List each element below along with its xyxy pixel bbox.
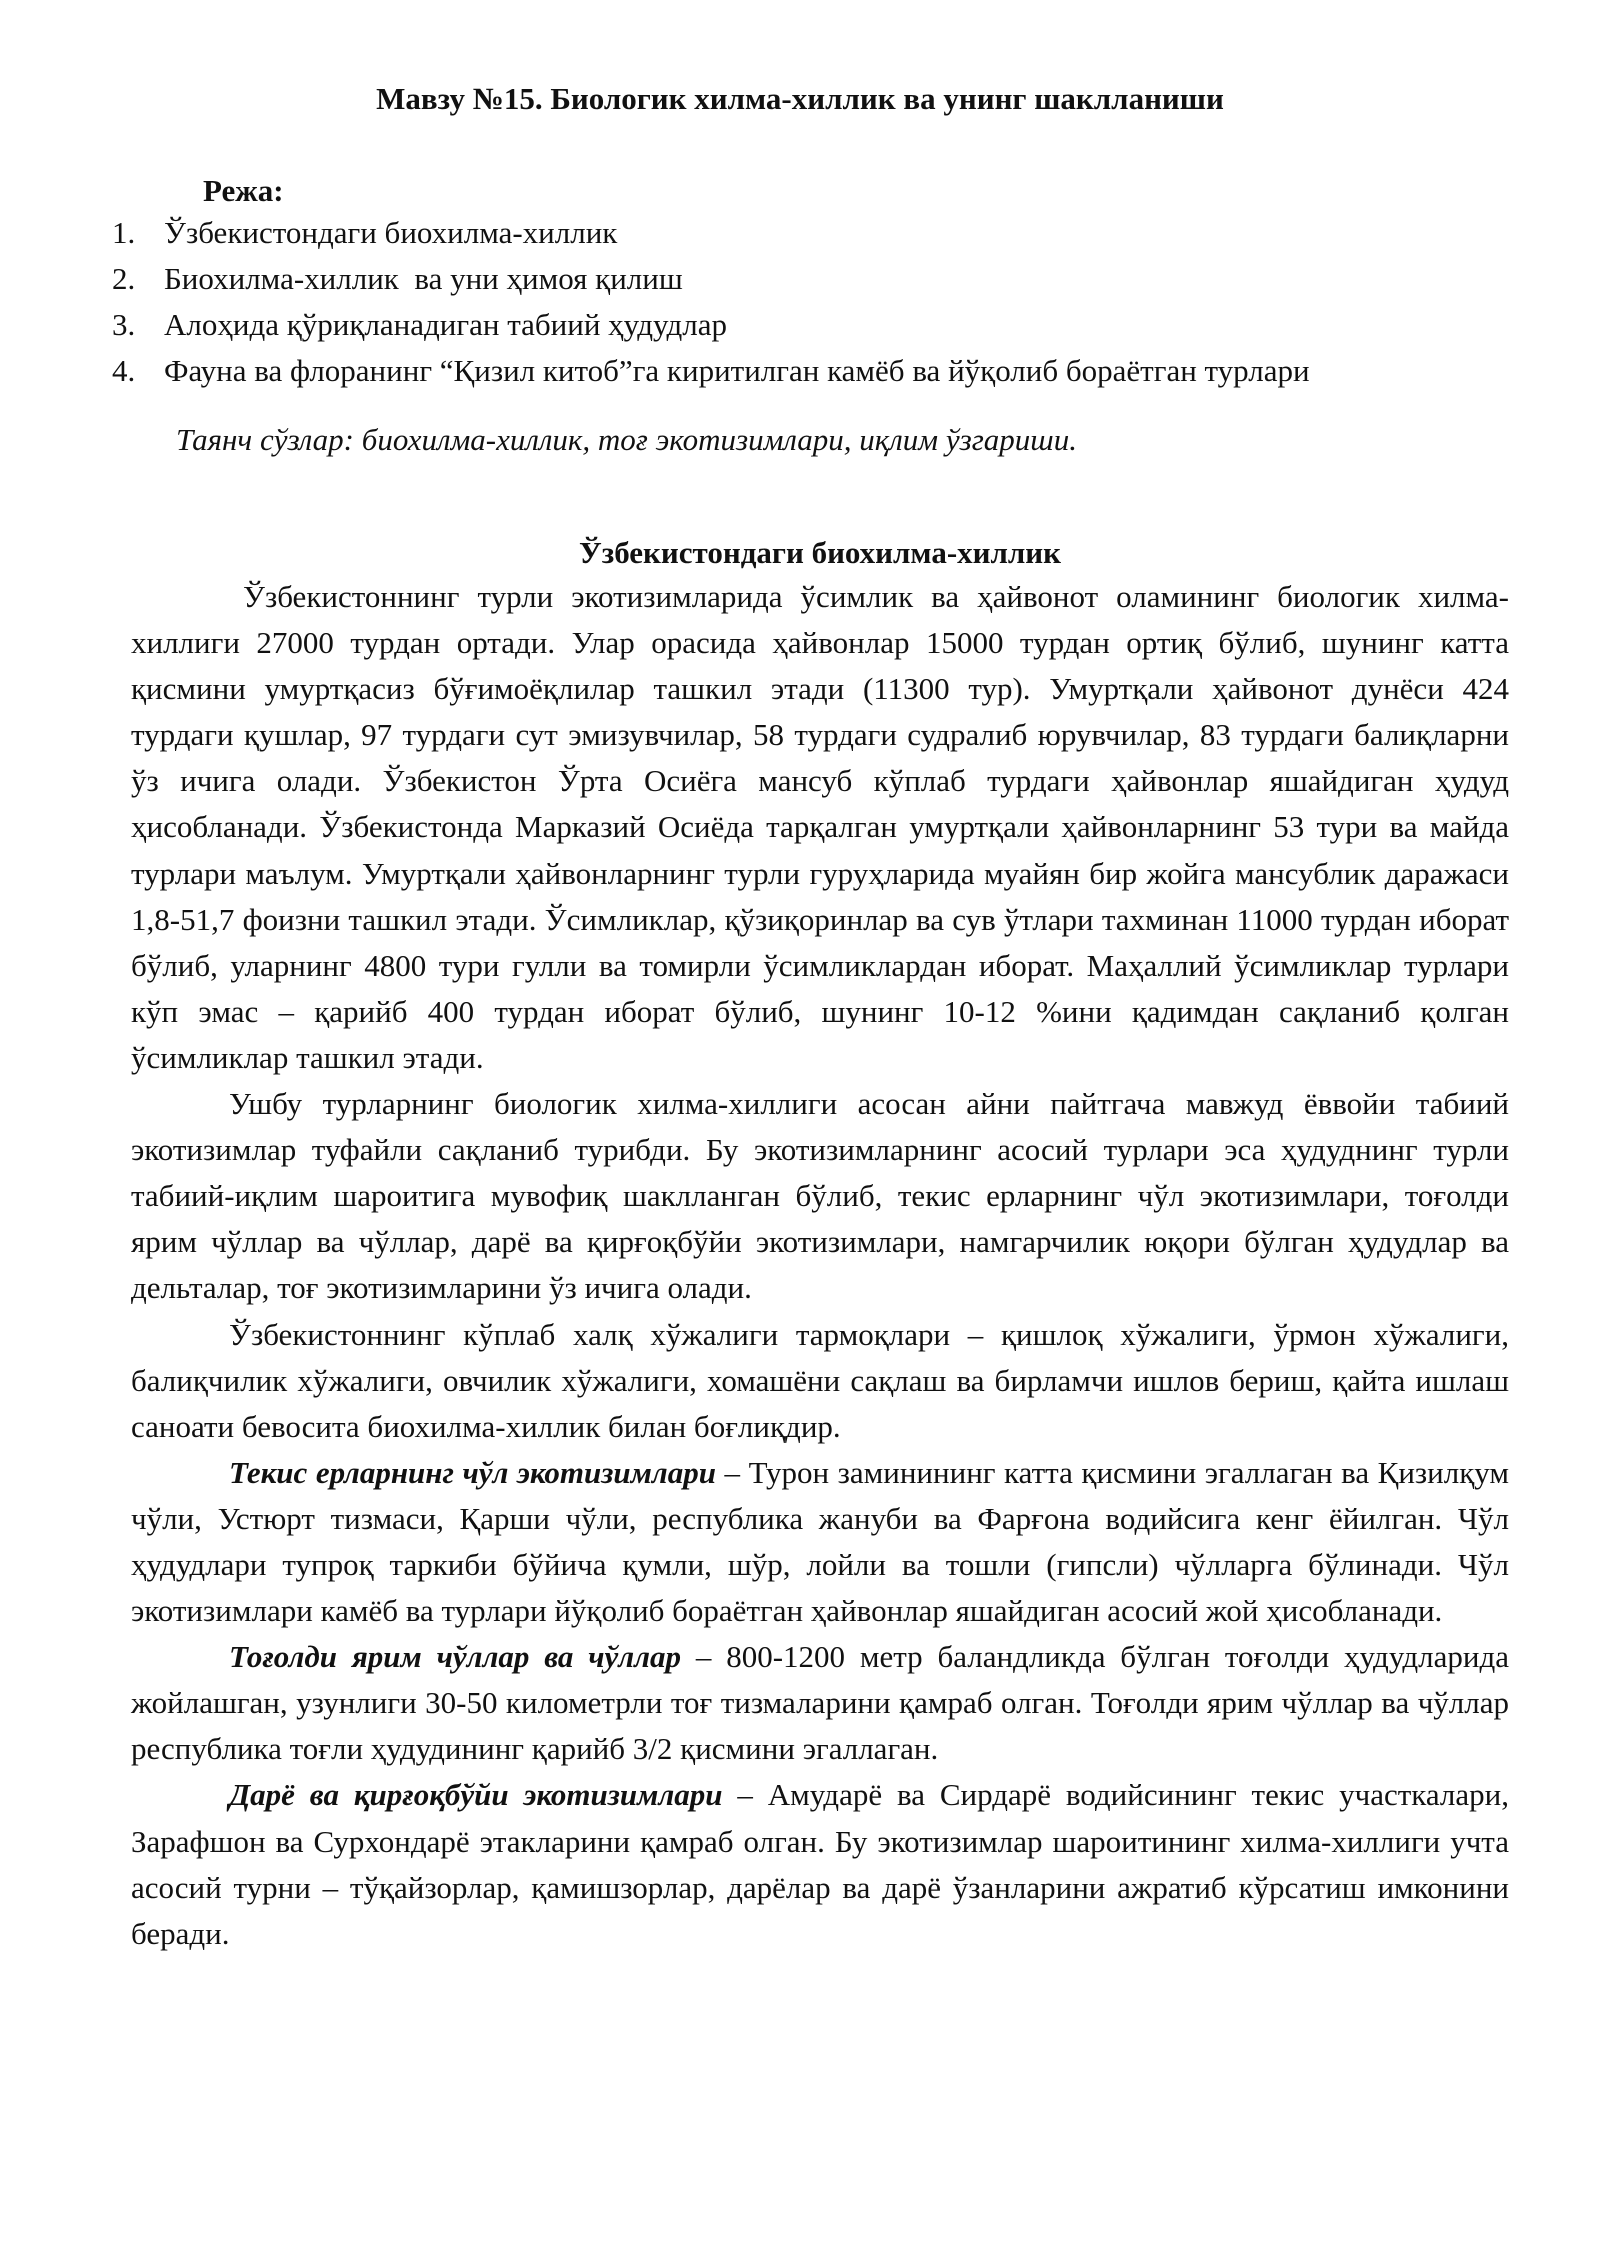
plan-item-number: 1.: [112, 215, 136, 250]
paragraph-term: Дарё ва қирғоқбўйи экотизимлари: [229, 1777, 723, 1813]
paragraph-text: Ушбу турларнинг биологик хилма-хиллиги асосан айни пайтгача мавжуд ёввойи табиий экотизимлар туфайли сақланиб турибди. Бу экотизимларнинг асосий турлари эса ҳудуднинг турли табиий-иқлим шароитига мувофиқ шаклланган бўлиб, текис ерларнинг чўл экотизимлари, тоғолди ярим чўллар ва чўллар, дарё ва қирғоқбўйи экотизимлари, намгарчилик юқори бўлган ҳудудлар ва дельталар, тоғ экотизимларини ўз ичига олади.: [131, 1086, 1509, 1306]
plan-item-text: Ўзбекистондаги биохилма-хиллик: [164, 215, 618, 250]
paragraph-term: Текис ерларнинг чўл экотизимлари: [229, 1454, 716, 1490]
paragraph-text: Ўзбекистоннинг турли экотизимларида ўсимлик ва ҳайвонот оламининг биологик хилма-хиллиги 27000 турдан ортади. Улар орасида ҳайвонлар 15000 турдан ортиқ бўлиб, шунинг катта қисмини умуртқасиз бўғимоёқлилар ташкил этади (11300 тур). Умуртқали ҳайвонот дунёси 424 турдаги қушлар, 97 турдаги сут эмизувчилар, 58 турдаги судралиб юрувчилар, 83 турдаги балиқларни ўз ичига олади. Ўзбекистон Ўрта Осиёга мансуб кўплаб турдаги ҳайвонлар яшайдиган ҳудуд ҳисобланади. Ўзбекистонда Марказий Осиёда тарқалган умуртқали ҳайвонларнинг 53 тури ва майда турлари маълум. Умуртқали ҳайвонларнинг турли гуруҳларида муайян бир жойга мансублик даражаси 1,8-51,7 фоизни ташкил этади. Ўсимликлар, қўзиқоринлар ва сув ўтлари тахминан 11000 турдан иборат бўлиб, уларнинг 4800 тури гулли ва томирли ўсимликлардан иборат. Маҳаллий ўсимликлар турлари кўп эмас – қарийб 400 турдан иборат бўлиб, шунинг 10-12 %ини қадимдан сақланиб қолган ўсимликлар ташкил этади.: [131, 579, 1509, 1075]
paragraph: [131, 574, 1509, 1081]
paragraph: [131, 1450, 1509, 1634]
plan-item-number: 2.: [112, 261, 136, 296]
plan-item-text: Фауна ва флоранинг “Қизил китоб”га киритилган камёб ва йўқолиб бораётган турлари: [164, 353, 1310, 388]
paragraph-term: Тоғолди ярим чўллар ва чўллар: [229, 1639, 682, 1675]
paragraph: [131, 1312, 1509, 1450]
plan-item: [112, 348, 1310, 394]
body-text: [131, 574, 1509, 1957]
paragraph-text: – 800-1200 метр баландликда бўлган тоғолди ҳудудларида жойлашган, узунлиги 30-50 километрли тоғ тизмаларини қамраб олган. Тоғолди ярим чўллар ва чўллар республика тоғли ҳудудининг қарийб 3/2 қисмини эгаллаган.: [131, 1639, 1509, 1767]
paragraph: [131, 1081, 1509, 1311]
plan-item-number: 3.: [112, 307, 136, 342]
plan-list: [112, 210, 1310, 394]
plan-item: [112, 256, 1310, 302]
plan-item: [112, 210, 1310, 256]
paragraph-text: Ўзбекистоннинг кўплаб халқ хўжалиги тармоқлари – қишлоқ хўжалиги, ўрмон хўжалиги, балиқчилик хўжалиги, овчилик хўжалиги, хомашёни сақлаш ва бирламчи ишлов бериш, қайта ишлаш саноати бевосита биохилма-хиллик билан боғлиқдир.: [131, 1316, 1509, 1444]
paragraph: [131, 1772, 1509, 1956]
document-title: Мавзу №15. Биологик хилма-хиллик ва унинг шаклланиши: [376, 81, 1224, 116]
section-heading: Ўзбекистондаги биохилма-хиллик: [578, 535, 1062, 570]
plan-item-number: 4.: [112, 353, 136, 388]
plan-item-text: Биохилма-хиллик ва уни ҳимоя қилиш: [164, 261, 683, 296]
paragraph-text: – Амударё ва Сирдарё водийсининг текис участкалари, Зарафшон ва Сурхондарё этакларини қамраб олган. Бу экотизимлар шароитининг хилма-хиллиги учта асосий турни – тўқайзорлар, қамишзорлар, дарёлар ва дарё ўзанларини ажратиб кўрсатиш имконини беради.: [131, 1777, 1509, 1951]
paragraph: [131, 1634, 1509, 1772]
plan-item: [112, 302, 1310, 348]
plan-item-text: Алоҳида қўриқланадиган табиий ҳудудлар: [164, 307, 728, 342]
paragraph-text: – Турон заминининг катта қисмини эгаллаган ва Қизилқум чўли, Устюрт тизмаси, Қарши чўли, республика жануби ва Фарғона водийсига кенг ёйилган. Чўл ҳудудлари тупроқ таркиби бўйича қумли, шўр, лойли ва тошли (гипсли) чўлларга бўлинади. Чўл экотизимлари камёб ва турлари йўқолиб бораётган ҳайвонлар яшайдиган асосий жой ҳисобланади.: [131, 1454, 1509, 1629]
plan-heading: Режа:: [203, 173, 284, 208]
keywords-line: Таянч сўзлар: биохилма-хиллик, тоғ экотизимлари, иқлим ўзгариши.: [176, 422, 1077, 457]
